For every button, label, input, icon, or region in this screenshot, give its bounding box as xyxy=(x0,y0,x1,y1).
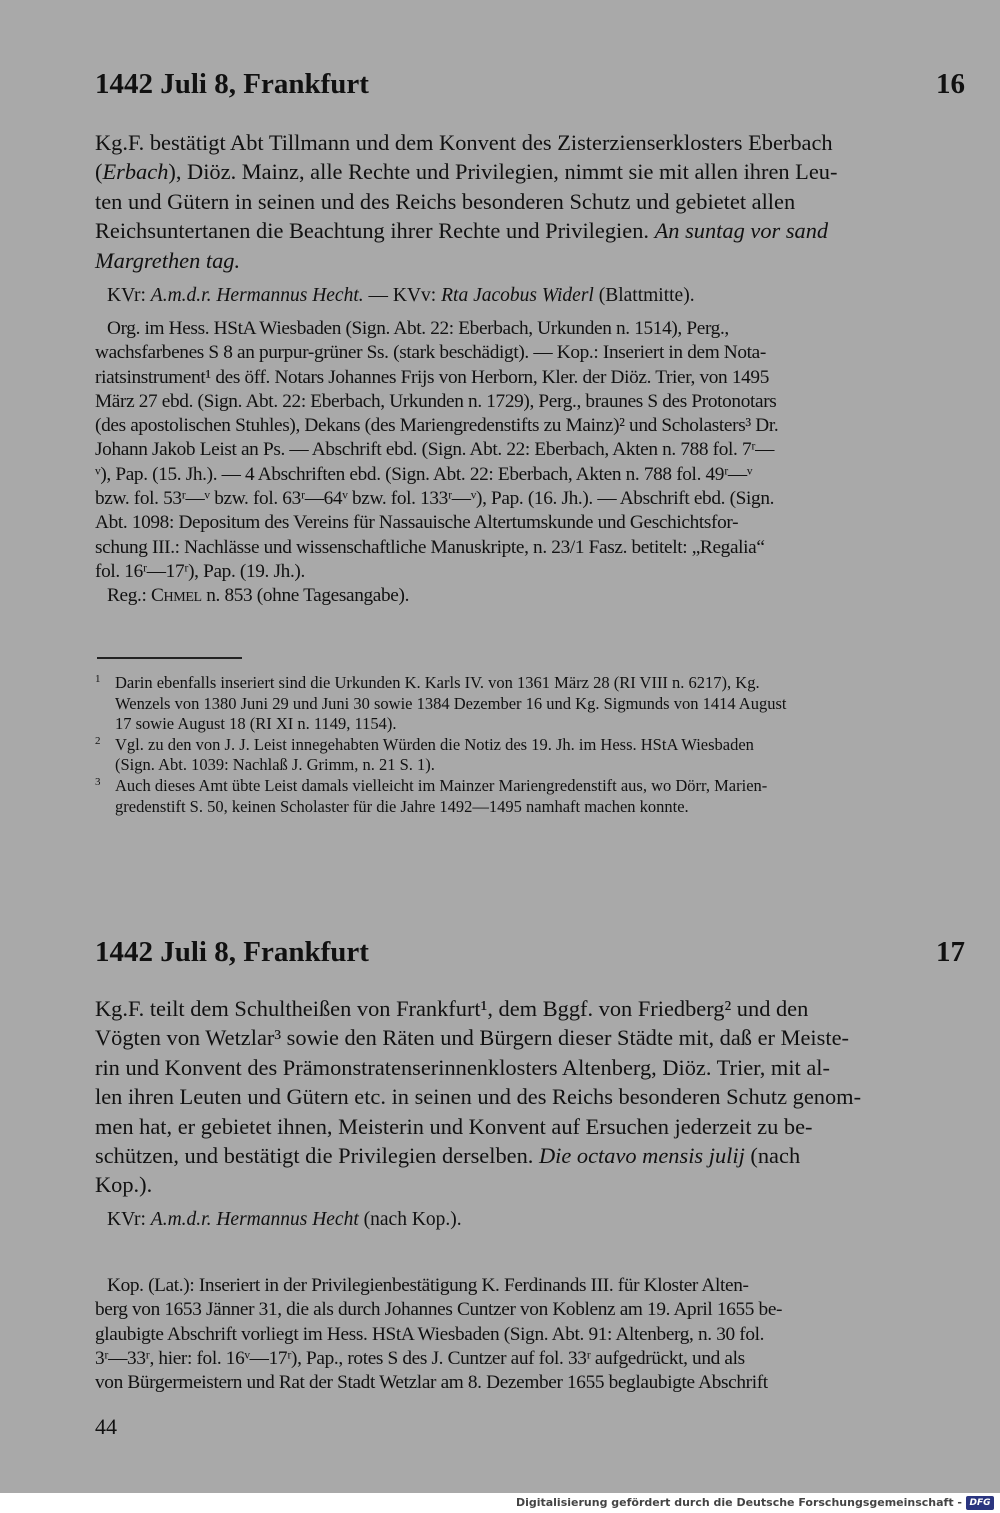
footnote-line: (Sign. Abt. 1039: Nachlaß J. Grimm, n. 21 S. 1). xyxy=(115,755,435,775)
kvr-signature: A.m.d.r. Hermannus Hecht. xyxy=(150,285,364,306)
footnote-divider xyxy=(97,657,242,659)
entry-17-kvr-line xyxy=(107,1209,462,1231)
kvr-note: (nach Kop.). xyxy=(358,1209,462,1230)
summary-line: rin und Konvent des Prämonstratenserinnenklosters Altenberg, Diöz. Trier, mit al- xyxy=(95,1054,830,1080)
entry-16-summary xyxy=(95,128,970,275)
footnote-mark: 2 xyxy=(95,734,101,747)
summary-line: Reichsuntertanen die Beachtung ihrer Rechte und Privilegien. An suntag vor sand xyxy=(95,218,829,244)
summary-line: Kop.). xyxy=(95,1172,153,1198)
page-number: 44 xyxy=(95,1414,117,1439)
entry-16-tradition xyxy=(95,317,970,609)
tradition-line: berg von 1653 Jänner 31, die als durch Johannes Cuntzer von Koblenz am 19. April 1655 be- xyxy=(95,1299,783,1321)
tradition-line: 3ʳ—33ʳ, hier: fol. 16ᵛ—17ʳ), Pap., rotes S des J. Cuntzer auf fol. 33ʳ aufgedrückt, und als xyxy=(95,1347,745,1369)
summary-line: Vögten von Wetzlar³ sowie den Räten und Bürgern dieser Städte mit, daß er Meiste- xyxy=(95,1025,849,1051)
regesta-line: Reg.: Chmel n. 853 (ohne Tagesangabe). xyxy=(107,585,410,607)
tradition-line: (des apostolischen Stuhles), Dekans (des Mariengredenstifts zu Mainz)² und Scholasters³ Dr. xyxy=(95,415,779,437)
entry-16-kvr-line xyxy=(107,285,695,307)
tradition-line: Johann Jakob Leist an Ps. — Abschrift ebd. (Sign. Abt. 22: Eberbach, Akten n. 788 fol. 7ʳ— xyxy=(95,439,775,461)
tradition-line: schung III.: Nachlässe und wissenschaftliche Manuskripte, n. 23/1 Fasz. betitelt: „Regalia“ xyxy=(95,536,765,558)
summary-line: Margrethen tag. xyxy=(95,247,241,273)
footer-bar xyxy=(0,1493,1000,1513)
entry-17-number: 17 xyxy=(936,936,965,968)
footnote-line: gredenstift S. 50, keinen Scholaster für die Jahre 1492—1495 namhaft machen konnte. xyxy=(115,796,689,816)
funding-credit: Digitalisierung gefördert durch die Deutsche Forschungsgemeinschaft - xyxy=(515,1496,962,1509)
footnote-line: Vgl. zu den von J. J. Leist innegehabten Würden die Notiz des 19. Jh. im Hess. HStA Wiesbaden xyxy=(115,734,754,754)
tradition-line: März 27 ebd. (Sign. Abt. 22: Eberbach, Urkunden n. 1729), Perg., braunes S des Protonotars xyxy=(95,390,777,412)
footnote-mark: 1 xyxy=(95,673,101,685)
summary-line: (Erbach), Diöz. Mainz, alle Rechte und Privilegien, nimmt sie mit allen ihren Leu- xyxy=(95,159,838,185)
tradition-line: ᵛ), Pap. (15. Jh.). — 4 Abschriften ebd. (Sign. Abt. 22: Eberbach, Akten n. 788 fol. 49ʳ—ᵛ xyxy=(95,463,753,485)
tradition-line: glaubigte Abschrift vorliegt im Hess. HStA Wiesbaden (Sign. Abt. 91: Altenberg, n. 30 fol. xyxy=(95,1323,765,1345)
author-name: Chmel xyxy=(150,585,202,607)
summary-line: men hat, er gebietet ihnen, Meisterin und Konvent auf Ersuchen jederzeit zu be- xyxy=(95,1113,813,1139)
summary-line: ten und Gütern in seinen und des Reichs besonderen Schutz und gebietet allen xyxy=(95,188,796,214)
entry-17-tradition xyxy=(95,1274,965,1395)
footnote-line: Auch dieses Amt übte Leist damals vielleicht im Mainzer Mariengredenstift aus, wo Dörr, Marien- xyxy=(115,775,768,795)
footnote-line: Darin ebenfalls inseriert sind die Urkunden K. Karls IV. von 1361 März 28 (RI VIII n. 6217), Kg. xyxy=(115,673,760,692)
tradition-line: Kop. (Lat.): Inseriert in der Privilegienbestätigung K. Ferdinands III. für Kloster Alten- xyxy=(107,1275,749,1296)
kvv-signature: Rta Jacobus Widerl xyxy=(441,285,594,306)
summary-line: Kg.F. bestätigt Abt Tillmann und dem Konvent des Zisterzienserklosters Eberbach xyxy=(95,130,833,155)
entry-17-date-place: 1442 Juli 8, Frankfurt xyxy=(95,936,369,968)
footnotes xyxy=(95,673,970,817)
kvv-note: (Blattmitte). xyxy=(593,285,695,306)
tradition-line: wachsfarbenes S 8 an purpur-grüner Ss. (stark beschädigt). — Kop.: Inseriert in dem Nota- xyxy=(95,342,766,364)
tradition-line: bzw. fol. 53ʳ—ᵛ bzw. fol. 63ʳ—64ᵛ bzw. fol. 133ʳ—ᵛ), Pap. (16. Jh.). — Abschrift ebd. (Sign. xyxy=(95,488,775,510)
footnote-line: 17 sowie August 18 (RI XI n. 1149, 1154). xyxy=(115,714,397,734)
tradition-line: von Bürgermeistern und Rat der Stadt Wetzlar am 8. Dezember 1655 beglaubigte Abschrift xyxy=(95,1372,768,1394)
entry-16-date-place: 1442 Juli 8, Frankfurt xyxy=(95,68,369,100)
kvr-label: KVr: xyxy=(107,285,151,306)
footnote-3 xyxy=(95,776,970,817)
dfg-logo-icon: DFG xyxy=(966,1496,994,1510)
entry-16-number: 16 xyxy=(936,68,965,100)
entry-16-heading xyxy=(95,68,970,101)
entry-17-heading xyxy=(95,936,970,969)
footnote-mark: 3 xyxy=(95,775,101,788)
entry-17-summary xyxy=(95,994,965,1200)
kvv-label: — KVv: xyxy=(363,285,442,306)
tradition-line: Abt. 1098: Depositum des Vereins für Nassauische Altertumskunde und Geschichtsfor- xyxy=(95,512,739,534)
summary-line: schützen, und bestätigt die Privilegien derselben. Die octavo mensis julij (nach xyxy=(95,1143,801,1169)
kvr-label: KVr: xyxy=(107,1209,151,1230)
footnote-1 xyxy=(95,673,970,735)
kvr-signature: A.m.d.r. Hermannus Hecht xyxy=(150,1209,359,1230)
footnote-2 xyxy=(95,735,970,776)
summary-line: len ihren Leuten und Gütern etc. in seinen und des Reichs besonderen Schutz genom- xyxy=(95,1084,862,1110)
summary-line: Kg.F. teilt dem Schultheißen von Frankfurt¹, dem Bggf. von Friedberg² und den xyxy=(95,996,809,1021)
tradition-line: Org. im Hess. HStA Wiesbaden (Sign. Abt. 22: Eberbach, Urkunden n. 1514), Perg., xyxy=(107,318,729,339)
footnote-line: Wenzels von 1380 Juni 29 und Juni 30 sowie 1384 Dezember 16 und Kg. Sigmunds von 1414 August xyxy=(115,693,787,713)
tradition-line: fol. 16ʳ—17ʳ), Pap. (19. Jh.). xyxy=(95,560,305,582)
tradition-line: riatsinstrument¹ des öff. Notars Johannes Frijs von Herborn, Kler. der Diöz. Trier, von 1495 xyxy=(95,366,769,388)
